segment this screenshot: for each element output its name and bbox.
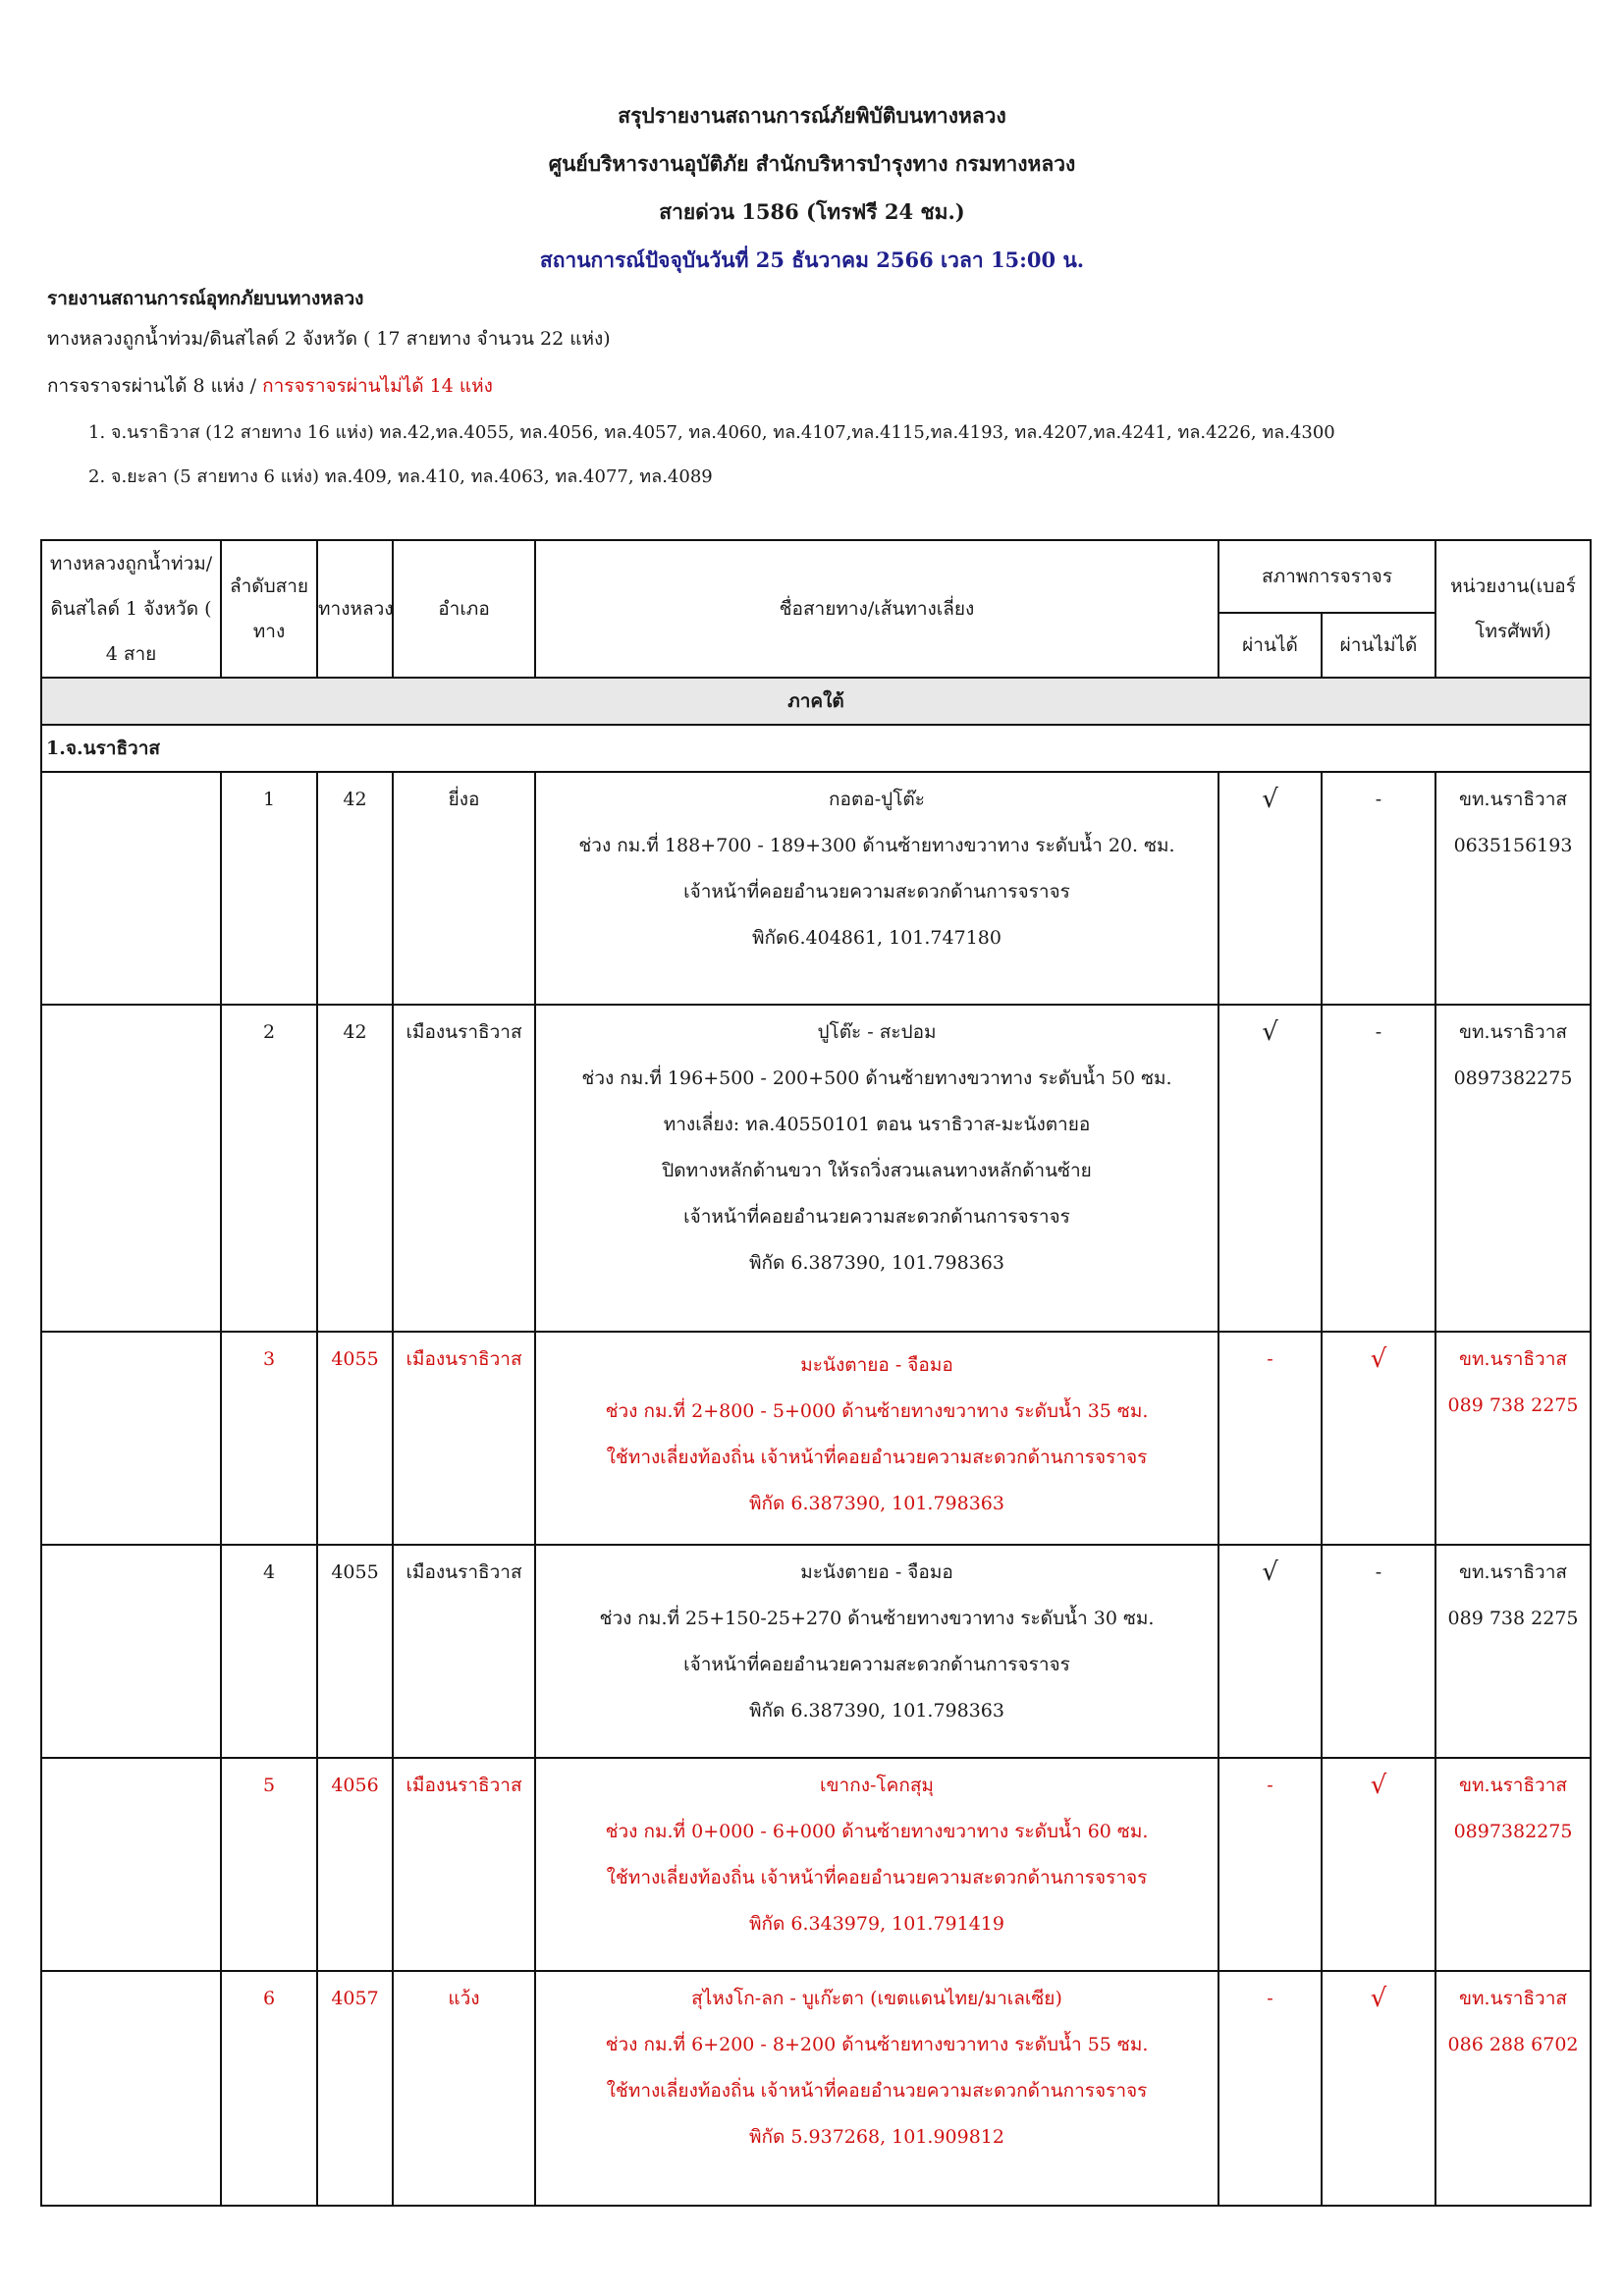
route-order: 6 bbox=[221, 1971, 317, 2206]
passable-mark: - bbox=[1218, 1332, 1322, 1545]
district: เมืองนราธิวาส bbox=[393, 1545, 535, 1758]
province-row bbox=[41, 725, 1591, 772]
passable-mark: - bbox=[1218, 1971, 1322, 2206]
route-km-range: ช่วง กม.ที่ 188+700 - 189+300 ด้านซ้ายทางขวาทาง ระดับน้ำ 20. ซม. bbox=[578, 835, 1175, 856]
unit-phone: 089 738 2275 bbox=[1447, 1608, 1579, 1629]
route-note: ใช้ทางเลี่ยงท้องถิ่น เจ้าหน้าที่คอยอำนวยความสะดวกด้านการจราจร bbox=[606, 1867, 1148, 1888]
region-label: ภาคใต้ bbox=[41, 678, 1591, 725]
passable-count: การจราจรผ่านได้ 8 แห่ง / bbox=[47, 375, 263, 397]
traffic-summary bbox=[47, 371, 493, 401]
unit-contact bbox=[1435, 1005, 1591, 1332]
route-coordinates: พิกัด 5.937268, 101.909812 bbox=[749, 2126, 1004, 2148]
unit-name: ขท.นราธิวาส bbox=[1459, 1988, 1567, 2009]
impassable-count: การจราจรผ่านไม่ได้ 14 แห่ง bbox=[262, 375, 493, 397]
route-name: กอตอ-ปูโต๊ะ bbox=[829, 789, 925, 810]
table-row bbox=[41, 772, 1591, 1005]
header-impassable: ผ่านไม่ได้ bbox=[1322, 613, 1435, 678]
unit-name: ขท.นราธิวาส bbox=[1459, 1021, 1567, 1043]
passable-mark: √ bbox=[1218, 772, 1322, 1005]
header-route-order: ลำดับสายทาง bbox=[221, 540, 317, 678]
route-km-range: ช่วง กม.ที่ 2+800 - 5+000 ด้านซ้ายทางขวาทาง ระดับน้ำ 35 ซม. bbox=[605, 1400, 1149, 1422]
affected-cell bbox=[41, 1545, 221, 1758]
route-coordinates: พิกัด 6.343979, 101.791419 bbox=[749, 1913, 1004, 1935]
route-note: เจ้าหน้าที่คอยอำนวยความสะดวกด้านการจราจร bbox=[683, 1654, 1070, 1675]
unit-phone: 0897382275 bbox=[1453, 1067, 1573, 1089]
impassable-mark: √ bbox=[1322, 1332, 1435, 1545]
table-row bbox=[41, 1758, 1591, 1971]
status-datetime: สถานการณ์ปัจจุบันวันที่ 25 ธันวาคม 2566 เวลา 15:00 น. bbox=[539, 247, 1085, 272]
impassable-mark: - bbox=[1322, 1545, 1435, 1758]
highway-number: 4055 bbox=[317, 1545, 393, 1758]
route-order: 2 bbox=[221, 1005, 317, 1332]
route-coordinates: พิกัด 6.387390, 101.798363 bbox=[749, 1700, 1004, 1722]
route-name: มะนังตายอ - จือมอ bbox=[800, 1561, 953, 1583]
header-passable: ผ่านได้ bbox=[1218, 613, 1322, 678]
header-unit-phone: หน่วยงาน(เบอร์โทรศัพท์) bbox=[1435, 540, 1591, 678]
region-row bbox=[41, 678, 1591, 725]
affected-cell bbox=[41, 1758, 221, 1971]
route-km-range: ช่วง กม.ที่ 0+000 - 6+000 ด้านซ้ายทางขวาทาง ระดับน้ำ 60 ซม. bbox=[605, 1821, 1149, 1842]
unit-contact bbox=[1435, 1971, 1591, 2206]
route-name: ปูโต๊ะ - สะปอม bbox=[817, 1021, 937, 1043]
passable-mark: √ bbox=[1218, 1005, 1322, 1332]
route-km-range: ช่วง กม.ที่ 196+500 - 200+500 ด้านซ้ายทางขวาทาง ระดับน้ำ 50 ซม. bbox=[581, 1067, 1172, 1089]
route-name: สุไหงโก-ลก - บูเก๊ะตา (เขตแดนไทย/มาเลเซีย) bbox=[691, 1988, 1062, 2009]
affected-cell bbox=[41, 1005, 221, 1332]
highway-number: 4056 bbox=[317, 1758, 393, 1971]
route-order: 5 bbox=[221, 1758, 317, 1971]
route-details bbox=[535, 1971, 1218, 2206]
district: เมืองนราธิวาส bbox=[393, 1005, 535, 1332]
highway-number: 42 bbox=[317, 772, 393, 1005]
affected-cell bbox=[41, 1332, 221, 1545]
unit-phone: 0897382275 bbox=[1453, 1821, 1573, 1842]
route-name: มะนังตายอ - จือมอ bbox=[800, 1354, 953, 1376]
province-summary-2: 2. จ.ยะลา (5 สายทาง 6 แห่ง) ทล.409, ทล.410, ทล.4063, ทล.4077, ทล.4089 bbox=[88, 466, 713, 487]
route-coordinates: พิกัด 6.387390, 101.798363 bbox=[749, 1252, 1004, 1274]
route-order: 4 bbox=[221, 1545, 317, 1758]
route-km-range: ช่วง กม.ที่ 6+200 - 8+200 ด้านซ้ายทางขวาทาง ระดับน้ำ 55 ซม. bbox=[605, 2034, 1149, 2055]
route-note: ใช้ทางเลี่ยงท้องถิ่น เจ้าหน้าที่คอยอำนวยความสะดวกด้านการจราจร bbox=[606, 1447, 1148, 1468]
unit-name: ขท.นราธิวาส bbox=[1459, 1348, 1567, 1370]
flood-report-table bbox=[40, 539, 1592, 2207]
unit-contact bbox=[1435, 1332, 1591, 1545]
unit-contact bbox=[1435, 1758, 1591, 1971]
passable-mark: - bbox=[1218, 1758, 1322, 1971]
route-order: 3 bbox=[221, 1332, 317, 1545]
route-note: ใช้ทางเลี่ยงท้องถิ่น เจ้าหน้าที่คอยอำนวยความสะดวกด้านการจราจร bbox=[606, 2080, 1148, 2102]
unit-contact bbox=[1435, 772, 1591, 1005]
header-highway: ทางหลวง bbox=[317, 540, 393, 678]
route-details bbox=[535, 772, 1218, 1005]
route-coordinates: พิกัด6.404861, 101.747180 bbox=[752, 927, 1001, 949]
district: ยี่งอ bbox=[393, 772, 535, 1005]
unit-name: ขท.นราธิวาส bbox=[1459, 1561, 1567, 1583]
header-traffic-status: สภาพการจราจร bbox=[1218, 540, 1435, 613]
header-route-name: ชื่อสายทาง/เส้นทางเลี่ยง bbox=[535, 540, 1218, 678]
highway-number: 4057 bbox=[317, 1971, 393, 2206]
highway-number: 42 bbox=[317, 1005, 393, 1332]
unit-contact bbox=[1435, 1545, 1591, 1758]
route-coordinates: พิกัด 6.387390, 101.798363 bbox=[749, 1493, 1004, 1514]
unit-phone: 089 738 2275 bbox=[1447, 1394, 1579, 1416]
unit-name: ขท.นราธิวาส bbox=[1459, 1775, 1567, 1796]
district: เมืองนราธิวาส bbox=[393, 1758, 535, 1971]
province-summary-1: 1. จ.นราธิวาส (12 สายทาง 16 แห่ง) ทล.42,ทล.4055, ทล.4056, ทล.4057, ทล.4060, ทล.4107,ทล.4115,ทล.4193, ทล.4207,ทล.4241, ทล.4226, ทล.4300 bbox=[88, 422, 1335, 443]
affected-summary: ทางหลวงถูกน้ำท่วม/ดินสไลด์ 2 จังหวัด ( 17 สายทาง จำนวน 22 แห่ง) bbox=[47, 328, 611, 350]
table-row bbox=[41, 1971, 1591, 2206]
route-note: เจ้าหน้าที่คอยอำนวยความสะดวกด้านการจราจร bbox=[683, 881, 1070, 902]
unit-phone: 0635156193 bbox=[1453, 835, 1573, 856]
route-km-range: ช่วง กม.ที่ 25+150-25+270 ด้านซ้ายทางขวาทาง ระดับน้ำ 30 ซม. bbox=[599, 1608, 1155, 1629]
table-row bbox=[41, 1005, 1591, 1332]
route-order: 1 bbox=[221, 772, 317, 1005]
table-header-row bbox=[41, 540, 1591, 613]
passable-mark: √ bbox=[1218, 1545, 1322, 1758]
impassable-mark: √ bbox=[1322, 1971, 1435, 2206]
hotline: สายด่วน 1586 (โทรฟรี 24 ชม.) bbox=[659, 199, 965, 224]
impassable-mark: √ bbox=[1322, 1758, 1435, 1971]
impassable-mark: - bbox=[1322, 1005, 1435, 1332]
highway-number: 4055 bbox=[317, 1332, 393, 1545]
header-district: อำเภอ bbox=[393, 540, 535, 678]
table-row bbox=[41, 1545, 1591, 1758]
district: เมืองนราธิวาส bbox=[393, 1332, 535, 1545]
table-row bbox=[41, 1332, 1591, 1545]
province-label: 1.จ.นราธิวาส bbox=[41, 725, 1591, 772]
route-name: เขากง-โคกสุมุ bbox=[820, 1775, 934, 1796]
affected-cell bbox=[41, 772, 221, 1005]
header-affected-col: ทางหลวงถูกน้ำท่วม/ดินสไลด์ 1 จังหวัด ( 4 สาย bbox=[41, 540, 221, 678]
unit-name: ขท.นราธิวาส bbox=[1459, 789, 1567, 810]
impassable-mark: - bbox=[1322, 772, 1435, 1005]
report-title: สรุปรายงานสถานการณ์ภัยพิบัติบนทางหลวง bbox=[618, 103, 1006, 128]
route-details bbox=[535, 1005, 1218, 1332]
route-detour: ทางเลี่ยง: ทล.40550101 ตอน นราธิวาส-มะนังตายอ bbox=[663, 1114, 1091, 1135]
unit-phone: 086 288 6702 bbox=[1447, 2034, 1579, 2055]
flood-report-heading: รายงานสถานการณ์อุทกภัยบนทางหลวง bbox=[47, 288, 364, 309]
route-details bbox=[535, 1758, 1218, 1971]
route-details bbox=[535, 1545, 1218, 1758]
route-note: เจ้าหน้าที่คอยอำนวยความสะดวกด้านการจราจร bbox=[683, 1206, 1070, 1228]
district: แว้ง bbox=[393, 1971, 535, 2206]
organization-name: ศูนย์บริหารงานอุบัติภัย สำนักบริหารบำรุงทาง กรมทางหลวง bbox=[548, 151, 1076, 176]
route-lane-note: ปิดทางหลักด้านขวา ให้รถวิ่งสวนเลนทางหลักด้านซ้าย bbox=[662, 1160, 1092, 1181]
route-details bbox=[535, 1332, 1218, 1545]
affected-cell bbox=[41, 1971, 221, 2206]
